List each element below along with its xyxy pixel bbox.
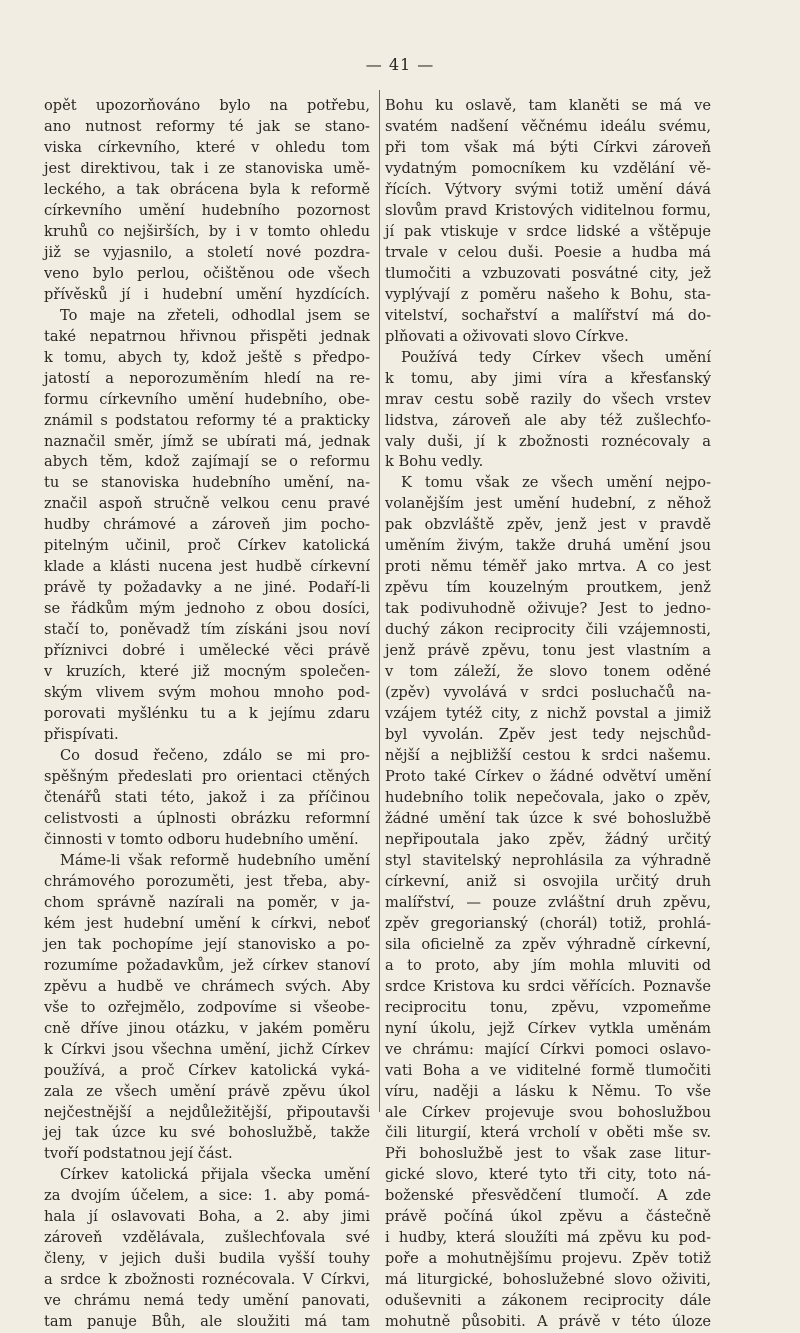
text-line: reciprocitu tonu, zpěvu, vzpomeňme	[385, 998, 711, 1016]
text-line: chrámového porozuměti, jest třeba, aby-	[44, 872, 370, 890]
text-line: přispívati.	[44, 726, 119, 744]
text-line: právě ty požadavky a ne jiné. Podaří-li	[44, 579, 370, 597]
text-line: v kruzích, které již mocným společen-	[44, 663, 370, 681]
text-line: spěšným předeslati pro orientaci ctěných	[44, 768, 370, 785]
text-line: zala ze všech umění právě zpěvu úkol	[44, 1082, 370, 1100]
text-line: k tomu, aby jimi víra a křesťanský	[385, 369, 711, 387]
text-line: vše to ozřejmělo, zodpovíme si všeobe-	[44, 998, 370, 1016]
text-line: již se vyjasnilo, a století nové pozdra-	[44, 243, 370, 261]
text-line: poře a mohutnějšímu projevu. Zpěv totiž	[385, 1250, 711, 1268]
text-line: ským vlivem svým mohou mnoho pod-	[44, 684, 370, 702]
text-line: pak obzvláště zpěv, jenž jest v pravdě	[385, 516, 711, 534]
text-line: Máme-li však reformě hudebního umění	[60, 851, 370, 869]
text-line: k Bohu vedly.	[385, 453, 484, 471]
text-line: církevní, aniž si osvojila určitý druh	[385, 872, 711, 890]
text-line: při tom však má býti Církvi zároveň	[385, 138, 711, 156]
text-line: nyní úkolu, jejž Církev vytkla uměnám	[385, 1019, 711, 1037]
text-line: trvale v celou duši. Poesie a hudba má	[385, 243, 711, 261]
text-line: k tomu, abych ty, kdož ještě s předpo-	[44, 348, 370, 366]
text-line: čtenářů stati této, jakož i za příčinou	[44, 788, 370, 806]
text-line: tlumočiti a vzbuzovati posvátné city, jež	[385, 264, 711, 282]
text-line: srdce Kristova ku srdci věřících. Poznavše	[385, 977, 711, 995]
text-line: proti němu téměř jako mrtva. A co jest	[385, 558, 711, 576]
text-line: chom správně nazírali na poměr, v ja-	[44, 893, 370, 911]
text-line: jenž právě zpěvu, tonu jest vlastním a	[385, 642, 711, 660]
text-line: formu církevního umění hudebního, obe-	[44, 390, 370, 408]
text-line: používá, a proč Církev katolická vyká-	[44, 1061, 370, 1079]
text-line: svatém nadšení věčnému ideálu svému,	[385, 117, 711, 135]
text-line: sila oficielně za zpěv výhradně církevní,	[385, 935, 711, 953]
text-line: kruhů co nejširších, by i v tomto ohledu	[44, 222, 370, 240]
text-line: tu se stanoviska hudebního umění, na-	[44, 474, 370, 492]
text-line: K tomu však ze všech umění nejpo-	[401, 474, 711, 492]
text-line: kém jest hudební umění k církvi, neboť	[44, 914, 370, 932]
text-line: oduševniti a zákonem reciprocity dále	[385, 1292, 711, 1310]
text-line: byl vyvolán. Zpěv jest tedy nejschůd-	[385, 726, 711, 744]
text-line: plňovati a oživovati slovo Církve.	[385, 327, 629, 345]
text-line: gické slovo, které tyto tři city, toto ná-	[385, 1166, 711, 1184]
text-line: slovům pravd Kristových viditelnou formu,	[385, 201, 711, 219]
text-line: valy duši, jí k zbožnosti roznécovaly a	[385, 432, 711, 450]
text-line: přívěsků jí i hudební umění hyzdících.	[44, 285, 370, 303]
text-line: (zpěv) vyvolává v srdci posluchačů na-	[385, 684, 711, 702]
text-line: klade a klásti nucena jest hudbě církevní	[44, 558, 370, 576]
text-line: styl stavitelský neprohlásila za výhradně	[385, 851, 711, 869]
text-line: hudebního tolik nepečovala, jako o zpěv,	[385, 788, 711, 806]
text-line: za dvojím účelem, a sice: 1. aby pomá-	[44, 1187, 370, 1205]
text-line: uměním živým, takže druhá umění jsou	[385, 537, 711, 555]
text-line: nější a nejbližší cestou k srdci našemu.	[385, 747, 711, 765]
text-line: činnosti v tomto odboru hudebního umění.	[44, 830, 359, 848]
text-line: rozumíme požadavkům, jež církev stanoví	[44, 956, 370, 974]
text-line: i hudby, která sloužíti má zpěvu ku pod-	[385, 1229, 711, 1247]
right-column	[385, 96, 711, 1333]
text-line: zpěv gregorianský (chorál) totiž, prohlá-	[385, 914, 711, 932]
text-line: církevního umění hudebního pozornost	[44, 201, 370, 219]
text-line: vitelství, sochařství a malířství má do-	[385, 306, 711, 324]
text-line: čili liturgií, která vrcholí v oběti mše sv.	[385, 1124, 711, 1142]
text-line: ale Církev projevuje svou bohoslužbou	[385, 1103, 711, 1121]
text-line: nepřipoutala jako zpěv, žádný určitý	[385, 830, 711, 848]
text-line: volanějším jest umění hudební, z něhož	[385, 495, 711, 513]
text-line: vati Boha a ve viditelné formě tlumočiti	[385, 1061, 711, 1079]
text-line: leckého, a tak obrácena byla k reformě	[44, 180, 370, 198]
text-line: lidstva, zároveň ale aby též zušlechťo-	[385, 411, 711, 429]
text-line: také nepatrnou hřivnou přispěti jednak	[44, 327, 370, 345]
text-line: příznivci dobré i umělecké věci právě	[44, 642, 370, 660]
text-line: duchý zákon reciprocity čili vzájemnosti,	[385, 621, 711, 639]
text-line: řících. Výtvory svými totiž umění dává	[385, 180, 711, 198]
text-line: veno bylo perlou, očištěnou ode všech	[44, 264, 370, 282]
text-line: jatostí a neporozuměním hledí na re-	[44, 369, 370, 387]
text-line: celistvosti a úplnosti obrázku reformní	[44, 809, 370, 827]
text-line: jej tak úzce ku své bohoslužbě, takže	[44, 1124, 370, 1142]
text-line: boženské přesvědčení tlumočí. A zde	[385, 1187, 711, 1205]
text-line: opět upozorňováno bylo na potřebu,	[44, 97, 370, 114]
text-line: zároveň vzdělávala, zušlechťovala své	[44, 1229, 370, 1247]
text-line: ve chrámu: mající Církvi pomoci oslavo-	[385, 1040, 711, 1058]
text-line: jí pak vtiskuje v srdce lidské a vštěpuje	[385, 222, 711, 240]
text-line: To maje na zřeteli, odhodlal jsem se	[60, 306, 370, 324]
text-line: a to proto, aby jím mohla mluviti od	[385, 956, 711, 974]
text-line: hala jí oslavovati Boha, a 2. aby jimi	[44, 1208, 370, 1226]
text-line: Při bohoslužbě jest to však zase litur-	[385, 1145, 711, 1163]
text-line: tak podivuhodně oživuje? Jest to jedno-	[385, 600, 711, 618]
text-line: značil aspoň stručně velkou cenu pravé	[44, 495, 370, 513]
text-line: tam panuje Bůh, ale sloužiti má tam	[44, 1313, 370, 1331]
text-line: právě počíná úkol zpěvu a částečně	[385, 1208, 711, 1226]
text-line: vzájem tytéž city, z nichž povstal a jimiž	[385, 705, 711, 723]
text-line: Proto také Církev o žádné odvětví umění	[385, 768, 711, 785]
text-line: malířství, — pouze zvláštní druh zpěvu,	[385, 893, 711, 911]
text-line: jen tak pochopíme její stanovisko a po-	[44, 935, 370, 953]
text-line: zpěvu tím kouzelným proutkem, jenž	[385, 579, 711, 597]
text-line: Používá tedy Církev všech umění	[401, 348, 711, 366]
text-line: a srdce k zbožnosti roznécovala. V Církvi,	[44, 1271, 370, 1289]
text-line: ve chrámu nemá tedy umění panovati,	[44, 1292, 370, 1310]
text-line: stačí to, poněvadž tím získáni jsou noví	[44, 621, 370, 639]
text-line: Církev katolická přijala všecka umění	[60, 1166, 370, 1184]
text-line: má liturgické, bohoslužebné slovo oživiti,	[385, 1271, 711, 1289]
text-line: tvoří podstatnou její část.	[44, 1145, 233, 1163]
text-line: zpěvu a hudbě ve chrámech svých. Aby	[44, 977, 370, 995]
text-line: Co dosud řečeno, zdálo se mi pro-	[60, 747, 370, 765]
text-line: žádné umění tak úzce k své bohoslužbě	[385, 809, 711, 827]
text-line: k Církvi jsou všechna umění, jichž Církev	[44, 1040, 370, 1058]
text-line: abych těm, kdož zajímají se o reformu	[44, 453, 370, 471]
text-line: mrav cestu sobě razily do všech vrstev	[385, 390, 711, 408]
text-line: pitelným učinil, proč Církev katolická	[44, 537, 370, 555]
left-column	[44, 96, 370, 1333]
text-line: víru, naději a lásku k Němu. To vše	[385, 1082, 711, 1100]
text-line: nejčestnější a nejdůležitější, připoutavši	[44, 1103, 370, 1121]
text-line: naznačil směr, jímž se ubírati má, jednak	[44, 432, 370, 450]
text-line: viska církevního, které v ohledu tom	[44, 138, 370, 156]
text-line: členy, v jejich duši budila vyšší touhy	[44, 1250, 370, 1268]
text-line: Bohu ku oslavě, tam klaněti se má ve	[385, 97, 711, 114]
text-line: hudby chrámové a zároveň jim pocho-	[44, 516, 370, 534]
text-line: v tom záleží, že slovo tonem oděné	[385, 663, 711, 681]
text-line: cně dříve jinou otázku, v jakém poměru	[44, 1019, 370, 1037]
text-line: ano nutnost reformy té jak se stano-	[44, 117, 370, 135]
text-line: známil s podstatou reformy té a prakticky	[44, 411, 370, 429]
text-line: jest direktivou, tak i ze stanoviska umě-	[44, 159, 370, 177]
text-line: vyplývají z poměru našeho k Bohu, sta-	[385, 285, 711, 303]
text-line: porovati myšlénku tu a k jejímu zdaru	[44, 705, 370, 723]
column-divider	[379, 90, 380, 1112]
page-number: — 41 —	[365, 55, 435, 74]
text-line: se řádkům mým jednoho z obou dosíci,	[44, 600, 370, 618]
text-line: vydatným pomocníkem ku vzdělání vě-	[385, 159, 711, 177]
text-line: mohutně působiti. A právě v této úloze	[385, 1313, 711, 1331]
